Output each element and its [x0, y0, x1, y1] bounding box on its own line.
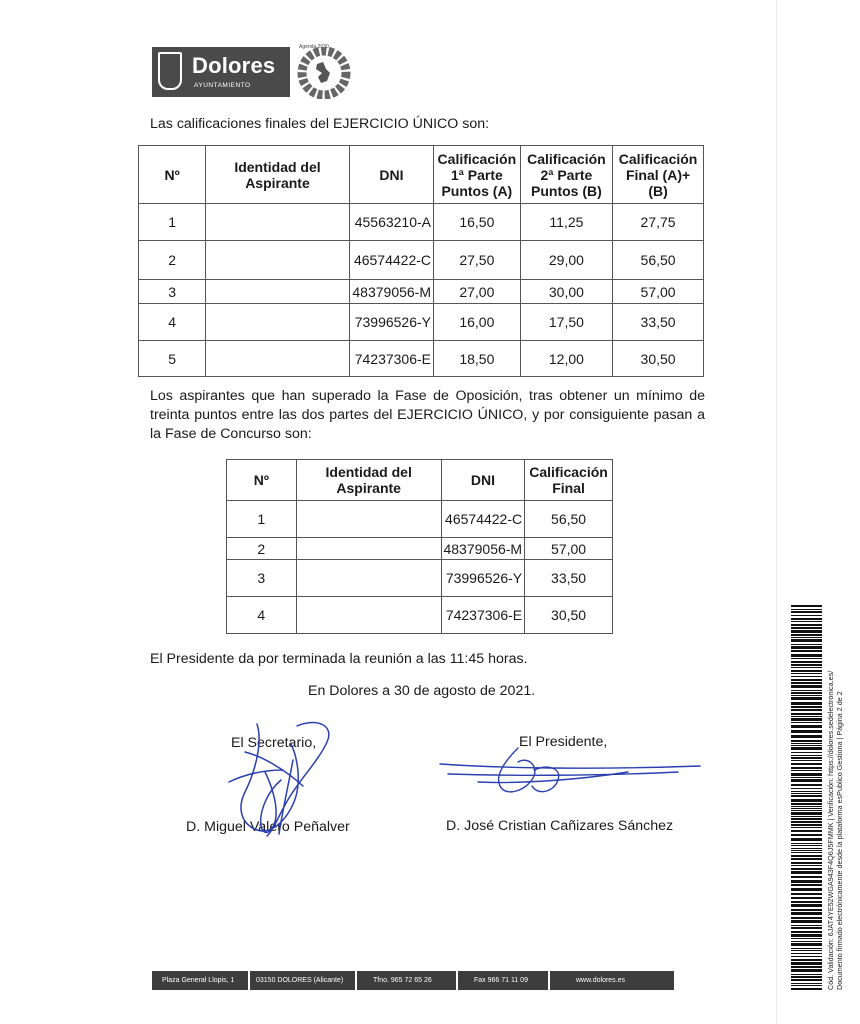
barcode-bar	[791, 852, 822, 853]
barcode-bar	[791, 757, 822, 759]
secretary-role: El Secretario,	[231, 735, 317, 751]
barcode-bar	[791, 943, 822, 946]
barcode-bar	[791, 979, 822, 981]
barcode-bar	[791, 767, 822, 769]
barcode-bar	[791, 650, 822, 652]
cell-number: 3	[139, 280, 206, 304]
barcode-bar	[791, 850, 822, 851]
barcode-bar	[791, 934, 822, 937]
validation-note	[826, 665, 844, 990]
cell-part2: 12,00	[520, 341, 612, 377]
cell-final: 30,50	[613, 341, 704, 377]
barcode-bar	[791, 740, 822, 742]
barcode-bar	[791, 927, 822, 929]
header-identity-label: Identidad del Aspirante	[234, 158, 321, 191]
qualified-paragraph: Los aspirantes que han superado la Fase de Oposición, tras obtener un mínimo de treinta puntos entre las dos partes del EJERCICIO ÚNICO, y por consiguiente pasan a la Fase de Concurso son:	[150, 388, 705, 442]
barcode-bar	[791, 747, 822, 750]
barcode-bar	[791, 868, 822, 870]
barcode-bar	[791, 810, 822, 811]
cell-number: 3	[227, 560, 297, 597]
municipal-logo	[152, 47, 290, 97]
barcode-bar	[791, 730, 822, 733]
barcode-bar	[791, 682, 822, 684]
page-edge-line	[776, 0, 777, 1024]
barcode-bar	[791, 904, 822, 907]
barcode-bar	[791, 716, 822, 717]
cell-part1: 16,50	[434, 204, 521, 241]
barcode-bar	[791, 621, 822, 622]
cell-dni: 73996526-Y	[349, 304, 433, 341]
cell-identity	[296, 560, 441, 597]
header-number: Nº	[139, 146, 206, 204]
barcode-bar	[791, 812, 822, 815]
barcode-bar	[791, 722, 822, 723]
cell-part2: 17,50	[520, 304, 612, 341]
barcode-bar	[791, 784, 822, 786]
table-row	[139, 341, 704, 377]
qualified-table	[226, 459, 613, 634]
barcode-bar	[791, 773, 822, 776]
footer-web: www.dolores.es	[576, 977, 626, 984]
cell-dni: 48379056-M	[349, 280, 433, 304]
barcode-bar	[791, 752, 822, 753]
footer-separator	[248, 971, 250, 990]
barcode-bar	[791, 634, 822, 636]
barcode-bar	[791, 966, 822, 968]
cell-dni: 74237306-E	[349, 341, 433, 377]
barcode-bar	[791, 959, 822, 961]
barcode-bar	[791, 627, 822, 629]
cell-part1: 16,00	[434, 304, 521, 341]
cell-dni: 46574422-C	[441, 501, 524, 538]
header-final	[525, 460, 613, 501]
barcode-bar	[791, 862, 822, 864]
barcode-bar	[791, 679, 822, 681]
cell-final: 56,50	[525, 501, 613, 538]
cell-number: 1	[139, 204, 206, 241]
table-row	[139, 241, 704, 280]
barcode-bar	[791, 818, 822, 820]
table-row	[139, 304, 704, 341]
barcode-bar	[791, 609, 822, 610]
barcode-bar	[791, 848, 822, 849]
barcode-bar	[791, 630, 822, 633]
cell-part1: 27,50	[434, 241, 521, 280]
barcode-bar	[791, 735, 822, 738]
table-row	[139, 280, 704, 304]
barcode-bar	[791, 685, 822, 688]
barcode-bar	[791, 673, 822, 674]
barcode-bar	[791, 725, 822, 728]
barcode-bar	[791, 661, 822, 663]
table-row	[227, 597, 613, 634]
footer-address: Plaza General Llopis, 1	[162, 977, 235, 984]
header-part1	[434, 146, 521, 204]
barcode-bar	[791, 639, 822, 642]
footer-fax: Fax 966 71 11 09	[474, 977, 528, 984]
barcode-bar	[791, 654, 822, 657]
cell-identity	[206, 304, 350, 341]
barcode-bar	[791, 690, 822, 691]
barcode-bar	[791, 888, 822, 891]
barcode-bar	[791, 845, 822, 846]
footer-city: 03150 DOLORES (Alicante)	[256, 977, 344, 984]
cell-part2: 11,25	[520, 204, 612, 241]
barcode-bar	[791, 985, 822, 986]
barcode-bar	[791, 611, 822, 613]
table-row	[139, 204, 704, 241]
secretary-name: D. Miguel Valero Peñalver	[186, 819, 350, 835]
cell-identity	[296, 597, 441, 634]
barcode-bar	[791, 821, 822, 823]
barcode-bar	[791, 893, 822, 895]
barcode-bar	[791, 637, 822, 638]
cell-dni: 45563210-A	[349, 204, 433, 241]
cell-number: 2	[139, 241, 206, 280]
table-row	[227, 560, 613, 597]
agenda-label: Agenda 2030	[299, 44, 329, 50]
barcode-bar	[791, 644, 822, 645]
barcode-bar	[791, 950, 822, 951]
president-role: El Presidente,	[519, 734, 608, 750]
header-final	[613, 146, 704, 204]
cell-part2: 30,00	[520, 280, 612, 304]
barcode-bar	[791, 806, 822, 807]
barcode-bar	[791, 938, 822, 939]
table-header-row	[139, 146, 704, 204]
logo-subtitle: AYUNTAMIENTO	[194, 82, 251, 89]
header-dni: DNI	[349, 146, 433, 204]
cell-final: 33,50	[613, 304, 704, 341]
barcode-bar	[791, 824, 822, 826]
barcode-bar	[791, 830, 822, 832]
barcode-bar	[791, 969, 822, 972]
footer-separator	[355, 971, 357, 990]
cell-dni: 48379056-M	[441, 538, 524, 560]
table-row	[227, 538, 613, 560]
barcode-bar	[791, 760, 822, 761]
cell-number: 5	[139, 341, 206, 377]
barcode-bar	[791, 912, 822, 915]
header-identity	[296, 460, 441, 501]
barcode-bar	[791, 876, 822, 878]
president-name: D. José Cristian Cañizares Sánchez	[446, 818, 674, 834]
header-dni: DNI	[441, 460, 524, 501]
barcode-bar	[791, 770, 822, 771]
barcode-bar	[791, 788, 822, 789]
barcode-bar	[791, 676, 822, 677]
barcode-bar	[791, 743, 822, 744]
barcode-bar	[791, 615, 822, 616]
barcode-bar	[791, 816, 822, 817]
closing-text: El Presidente da por terminada la reunión a las 11:45 horas.	[150, 651, 528, 667]
barcode-bar	[791, 988, 822, 990]
header-final-label: Calificación Final (A)+ (B)	[618, 150, 698, 199]
barcode-bar	[791, 953, 822, 954]
footer-separator	[548, 971, 550, 990]
barcode-bar	[791, 605, 822, 607]
barcode-bar	[791, 983, 822, 984]
barcode-bar	[791, 897, 822, 899]
barcode-bar	[791, 843, 822, 844]
validation-line-1: Cód. Validación: 6JAT4YE52WGA943F4Q6J5FMMK | Verificación: https://dolores.sedelectronica.es/	[826, 670, 835, 990]
barcode-bar	[791, 931, 822, 933]
header-number: Nº	[227, 460, 297, 501]
barcode-icon	[791, 605, 822, 990]
cell-identity	[206, 241, 350, 280]
barcode-bar	[791, 803, 822, 805]
barcode-bar	[791, 695, 822, 696]
barcode-bar	[791, 858, 822, 860]
cell-number: 2	[227, 538, 297, 560]
cell-dni: 74237306-E	[441, 597, 524, 634]
barcode-bar	[791, 956, 822, 957]
barcode-bar	[791, 834, 822, 836]
barcode-bar	[791, 697, 822, 700]
cell-identity	[206, 204, 350, 241]
cell-final: 30,50	[525, 597, 613, 634]
footer-phone: Tfno. 965 72 65 26	[373, 977, 432, 984]
cell-final: 57,00	[525, 538, 613, 560]
cell-identity	[296, 501, 441, 538]
barcode-bar	[791, 646, 822, 649]
cell-identity	[296, 538, 441, 560]
barcode-bar	[791, 901, 822, 903]
barcode-bar	[791, 702, 822, 705]
header-identity-label: Identidad del Aspirante	[325, 464, 412, 496]
barcode-bar	[791, 920, 822, 923]
validation-line-2: Documento firmado electrónicamente desde la plataforma esPublico Gestiona | Página 2 de 2	[835, 691, 844, 990]
cell-dni: 73996526-Y	[441, 560, 524, 597]
barcode-bar	[791, 618, 822, 620]
barcode-bar	[791, 974, 822, 975]
intro-text: Las calificaciones finales del EJERCICIO ÚNICO son:	[150, 116, 490, 132]
agenda-2030-icon	[297, 47, 351, 99]
footer-bar	[152, 971, 674, 990]
barcode-bar	[791, 709, 822, 711]
barcode-bar	[791, 670, 822, 672]
barcode-bar	[791, 808, 822, 809]
cell-dni: 46574422-C	[349, 241, 433, 280]
final-grades-table	[138, 145, 704, 377]
logo-name: Dolores	[192, 53, 276, 78]
barcode-bar	[791, 948, 822, 949]
header-identity	[206, 146, 350, 204]
barcode-bar	[791, 793, 822, 794]
footer-separator	[456, 971, 458, 990]
barcode-bar	[791, 865, 822, 866]
barcode-bar	[791, 884, 822, 886]
cell-number: 1	[227, 501, 297, 538]
place-date: En Dolores a 30 de agosto de 2021.	[308, 683, 536, 699]
barcode-bar	[791, 664, 822, 666]
barcode-bar	[791, 777, 822, 778]
cell-identity	[206, 280, 350, 304]
crest-icon	[158, 52, 182, 90]
barcode-bar	[791, 692, 822, 694]
barcode-bar	[791, 976, 822, 978]
barcode-bar	[791, 795, 822, 797]
barcode-bar	[791, 941, 822, 942]
table-header-row	[227, 460, 613, 501]
barcode-bar	[791, 658, 822, 659]
barcode-bar	[791, 791, 822, 792]
barcode-bar	[791, 624, 822, 626]
cell-part2: 29,00	[520, 241, 612, 280]
cell-final: 27,75	[613, 204, 704, 241]
table-row	[227, 501, 613, 538]
cell-part1: 27,00	[434, 280, 521, 304]
barcode-bar	[791, 925, 822, 926]
barcode-bar	[791, 706, 822, 708]
barcode-bar	[791, 871, 822, 874]
barcode-bar	[791, 827, 822, 828]
cell-number: 4	[227, 597, 297, 634]
barcode-bar	[791, 909, 822, 911]
barcode-bar	[791, 917, 822, 919]
header-part1-label: Calificación 1ª Parte Puntos (A)	[437, 150, 517, 199]
barcode-bar	[791, 779, 822, 782]
cell-part1: 18,50	[434, 341, 521, 377]
barcode-bar	[791, 745, 822, 746]
header-part2-label: Calificación 2ª Parte Puntos (B)	[527, 150, 606, 199]
barcode-bar	[791, 962, 822, 965]
cell-identity	[206, 341, 350, 377]
barcode-bar	[791, 799, 822, 802]
header-part2	[520, 146, 612, 204]
president-signature-icon	[438, 742, 708, 807]
barcode-bar	[791, 713, 822, 715]
cell-final: 56,50	[613, 241, 704, 280]
barcode-bar	[791, 855, 822, 857]
barcode-bar	[791, 718, 822, 721]
barcode-bar	[791, 667, 822, 668]
cell-final: 57,00	[613, 280, 704, 304]
barcode-bar	[791, 880, 822, 883]
secretary-signature-icon	[205, 712, 345, 847]
barcode-bar	[791, 763, 822, 765]
cell-final: 33,50	[525, 560, 613, 597]
cell-number: 4	[139, 304, 206, 341]
barcode-bar	[791, 838, 822, 841]
barcode-bar	[791, 755, 822, 756]
header-final-label: Calificación Final	[529, 464, 608, 496]
